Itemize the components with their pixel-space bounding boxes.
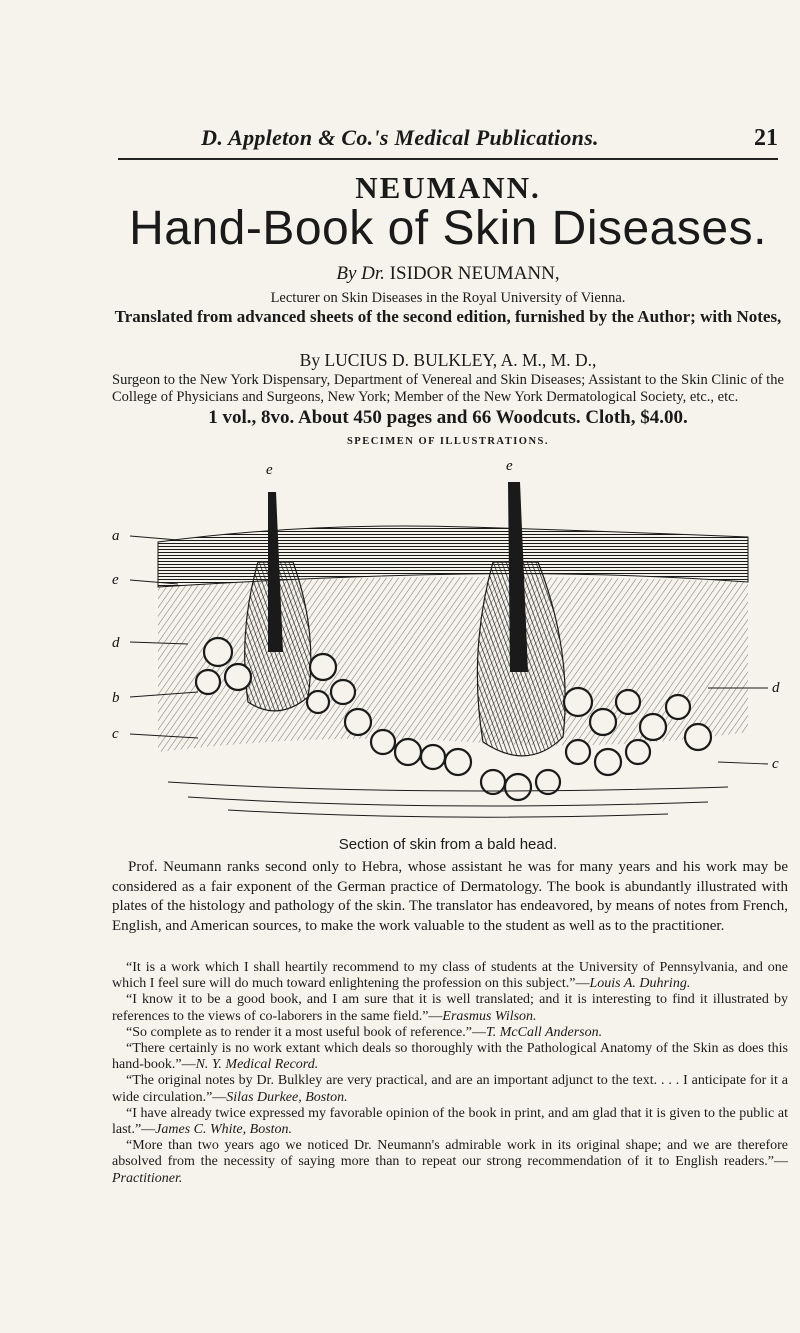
label-left-a: a: [112, 528, 120, 544]
author-position: Lecturer on Skin Diseases in the Royal University of Vienna.: [270, 290, 626, 306]
figure-caption: Section of skin from a bald head.: [338, 836, 558, 853]
review-practitioner: “More than two years ago we noticed Dr. Neumann's admirable work in its original shape; and we are therefore absolved from the necessity of saying more than to repeat our strong recommendation of it to English readers.”—Practitioner.: [112, 1138, 788, 1186]
review-wilson: “I know it to be a good book, and I am sure that it is well translated; and it is interesting to find it illustrated by references to the views of co-laborers in the same field.”—Erasmus Wilson.: [112, 992, 788, 1024]
header-rule: [118, 158, 778, 160]
page-number: 21: [754, 124, 778, 151]
label-left-e: e: [112, 572, 119, 588]
volume-info: 1 vol., 8vo. About 450 pages and 66 Woodcuts. Cloth, $4.00.: [208, 407, 688, 428]
label-top-right: e: [506, 458, 513, 474]
running-title: D. Appleton & Co.'s Medical Publications.: [201, 125, 599, 150]
label-left-b: b: [112, 690, 120, 706]
label-right-c: c: [772, 756, 779, 772]
figure-heading: SPECIMEN OF ILLUSTRATIONS.: [346, 436, 550, 447]
reviews-section: [112, 960, 788, 1187]
translator-position: Surgeon to the New York Dispensary, Department of Venereal and Skin Diseases; Assistant to the Skin Clinic of the College of Physicians and Surgeons, New York; Member of the New York Dermatological Society, etc., etc.: [112, 372, 784, 405]
byline: [118, 263, 778, 285]
review-duhring: “It is a work which I shall heartily recommend to my class of students at the University of Pennsylvania, and one which I feel sure will do much toward enlightening the profession on this subject.”—Louis A. Duhring.: [112, 960, 788, 992]
byline-prefix: By Dr.: [336, 263, 385, 284]
label-top-left: e: [266, 462, 273, 478]
label-left-c: c: [112, 726, 119, 742]
skin-section-engraving: [108, 452, 788, 832]
review-anderson: “So complete as to render it a most useful book of reference.”—T. McCall Anderson.: [126, 1024, 603, 1040]
label-left-d: d: [112, 635, 120, 651]
review-medical-record: “There certainly is no work extant which deals so thoroughly with the Pathological Anatomy of the Skin as does this hand-book.”—N. Y. Medical Record.: [112, 1041, 788, 1073]
book-title: Hand-Book of Skin Diseases.: [129, 202, 767, 255]
description-paragraph: Prof. Neumann ranks second only to Hebra, whose assistant he was for many years and his work may be considered as a fair exponent of the German practice of Dermatology. The book is abundantly illustrated with plates of the histology and pathology of the skin. The translator has endeavored, by means of notes from French, English, and American sources, to make the work valuable to the student as well as to the practitioner.: [112, 859, 788, 934]
label-right-d: d: [772, 680, 780, 696]
review-white: “I have already twice expressed my favorable opinion of the book in print, and am glad that it is given to the public at last.”—James C. White, Boston.: [112, 1105, 788, 1138]
translator-line: By LUCIUS D. BULKLEY, A. M., M. D.,: [299, 350, 597, 370]
translated-note: Translated from advanced sheets of the second edition, furnished by the Author; with Notes,: [114, 307, 782, 326]
author-heading: NEUMANN.: [355, 170, 541, 205]
author-name: ISIDOR NEUMANN,: [389, 263, 560, 284]
subcutaneous-fibers: [168, 782, 728, 817]
review-durkee: “The original notes by Dr. Bulkley are very practical, and are an important adjunct to the text. . . . I anticipate for it a wide circulation.”—Silas Durkee, Boston.: [112, 1073, 788, 1105]
